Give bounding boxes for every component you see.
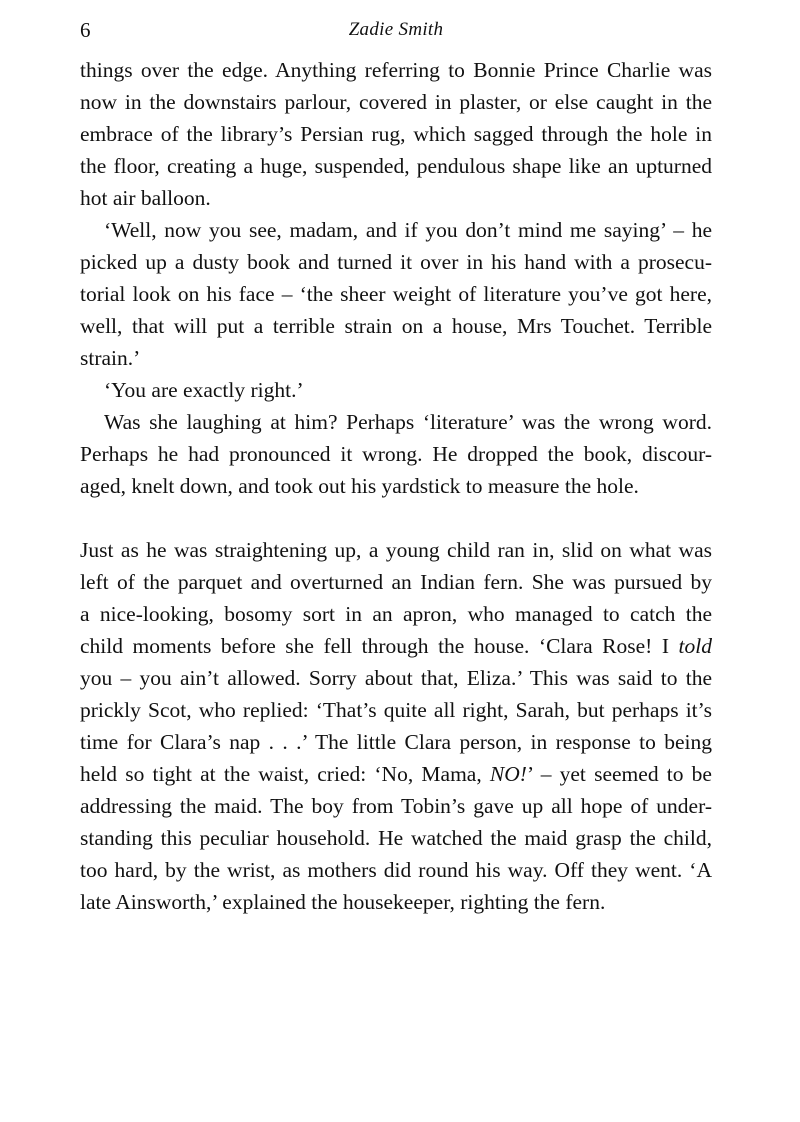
running-head-title: Zadie Smith — [348, 19, 444, 40]
paragraph — [80, 214, 712, 374]
text-line: you – you ain’t allowed. Sorry about that, Eliza.’ This was said to the — [80, 666, 712, 690]
text-line: now in the downstairs parlour, covered in plaster, or else caught in the — [80, 90, 712, 114]
paragraph — [80, 406, 712, 502]
text-line: a nice-looking, bosomy sort in an apron, who managed to catch the — [80, 602, 712, 626]
text-line: strain.’ — [80, 346, 141, 370]
text-line: ‘You are exactly right.’ — [104, 378, 304, 402]
text-line: torial look on his face – ‘the sheer weight of literature you’ve got here, — [80, 282, 712, 306]
paragraph — [80, 374, 712, 406]
text-line: standing this peculiar household. He watched the maid grasp the child, — [80, 826, 712, 850]
text-line: the floor, creating a huge, suspended, pendulous shape like an upturned — [80, 154, 712, 178]
text-line: Was she laughing at him? Perhaps ‘literature’ was the wrong word. — [104, 410, 712, 434]
text-line: hot air balloon. — [80, 186, 211, 210]
text-line: Perhaps he had pronounced it wrong. He dropped the book, discour- — [80, 442, 712, 466]
text-line: aged, knelt down, and took out his yardstick to measure the hole. — [80, 474, 639, 498]
text-line: well, that will put a terrible strain on a house, Mrs Touchet. Terrible — [80, 314, 712, 338]
text-line: held so tight at the waist, cried: ‘No, Mama, NO!’ – yet seemed to be — [80, 762, 712, 786]
page-number: 6 — [80, 18, 91, 42]
text-line: too hard, by the wrist, as mothers did round his way. Off they went. ‘A — [80, 858, 712, 882]
running-head — [80, 16, 712, 44]
text-line: picked up a dusty book and turned it over in his hand with a prosecu- — [80, 250, 712, 274]
text-line: late Ainsworth,’ explained the housekeeper, righting the fern. — [80, 890, 606, 914]
text-line: things over the edge. Anything referring to Bonnie Prince Charlie was — [80, 58, 712, 82]
text-line: time for Clara’s nap . . .’ The little Clara person, in response to being — [80, 730, 712, 754]
paragraph — [80, 534, 712, 918]
text-line: Just as he was straightening up, a young child ran in, slid on what was — [80, 538, 712, 562]
text-line: embrace of the library’s Persian rug, which sagged through the hole in — [80, 122, 712, 146]
body-text — [80, 54, 712, 918]
text-line: prickly Scot, who replied: ‘That’s quite all right, Sarah, but perhaps it’s — [80, 698, 712, 722]
text-line: ‘Well, now you see, madam, and if you don’t mind me saying’ – he — [104, 218, 712, 242]
text-line: left of the parquet and overturned an Indian fern. She was pursued by — [80, 570, 712, 594]
text-line: child moments before she fell through the house. ‘Clara Rose! I told — [80, 634, 712, 658]
paragraph — [80, 54, 712, 214]
text-line: addressing the maid. The boy from Tobin’s gave up all hope of under- — [80, 794, 712, 818]
